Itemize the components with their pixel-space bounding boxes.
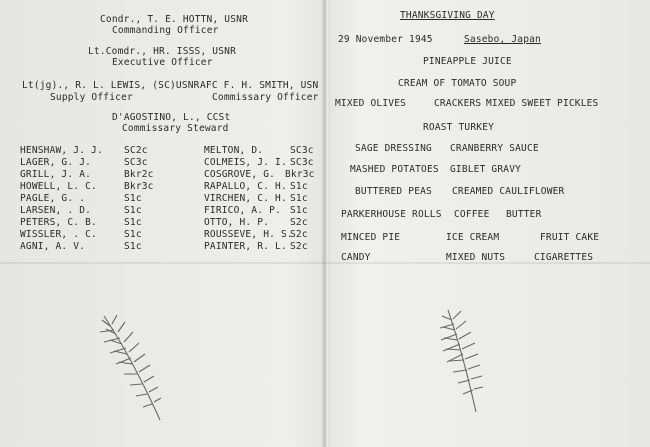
menu-date: 29 November 1945 [338,34,433,45]
crew-name: GRILL, J. A. [20,169,92,180]
crew-name: HENSHAW, J. J. [20,145,103,156]
menu-item-pie: MINCED PIE [341,232,401,243]
menu-item-butter: BUTTER [506,209,542,220]
menu-item-soup: CREAM OF TOMATO SOUP [398,78,517,89]
crew-rate: S1c [124,205,142,216]
menu-item-olives: MIXED OLIVES [335,98,407,109]
crew-name: HOWELL, L. C. [20,181,97,192]
crew-rate: S2c [290,241,308,252]
crew-name: COSGROVE, G. [204,169,276,180]
menu-item-candy: CANDY [341,252,371,263]
crew-name: PAINTER, R. L. [204,241,287,252]
crew-rate: S2c [290,217,308,228]
crew-rate: S1c [124,193,142,204]
crew-name: PAGLE, G. . [20,193,86,204]
supply-officer-title: Supply Officer [50,92,133,103]
menu-item-cauliflower: CREAMED CAULIFLOWER [452,186,565,197]
menu-title: THANKSGIVING DAY [400,10,495,21]
menu-item-crackers: CRACKERS [434,98,482,109]
crew-name: AGNI, A. V. [20,241,86,252]
commissary-steward-name: D'AGOSTINO, L., CCSt [112,112,231,123]
crew-rate: SC3c [290,157,314,168]
crew-rate: S1c [290,181,308,192]
commissary-steward-title: Commissary Steward [122,123,229,134]
menu-item-juice: PINEAPPLE JUICE [423,56,512,67]
menu-item-potatoes: MASHED POTATOES [350,164,439,175]
crew-rate: S1c [124,229,142,240]
executive-officer-title: Executive Officer [112,57,213,68]
crew-name: WISSLER, . C. [20,229,97,240]
crew-name: RAPALLO, C. H. [204,181,287,192]
crew-rate: S1c [290,205,308,216]
commanding-officer-title: Commanding Officer [112,25,219,36]
crew-name: MELTON, D. [204,145,264,156]
executive-officer-name: Lt.Comdr., HR. ISSS, USNR [88,46,236,57]
commanding-officer-name: Condr., T. E. HOTTN, USNR [100,14,248,25]
menu-place: Sasebo, Japan [464,34,541,45]
menu-item-cranberry: CRANBERRY SAUCE [450,143,539,154]
crew-rate: S1c [124,241,142,252]
crew-name: LARSEN, . D. [20,205,92,216]
crew-rate: Bkr3c [124,181,154,192]
crew-name: OTTO, H. P. [204,217,270,228]
crew-rate: SC3c [124,157,148,168]
menu-item-ice-cream: ICE CREAM [446,232,500,243]
crew-rate: S2c [290,229,308,240]
commissary-officer-name: AFC F. H. SMITH, USN [200,80,319,91]
menu-item-dressing: SAGE DRESSING [355,143,432,154]
crew-name: ROUSSEVE, H. S. [204,229,293,240]
crew-name: FIRICO, A. P. [204,205,281,216]
supply-officer-name: Lt(jg)., R. L. LEWIS, (SC)USNR [22,80,200,91]
center-fold [322,0,330,447]
menu-item-coffee: COFFEE [454,209,490,220]
menu-item-nuts: MIXED NUTS [446,252,506,263]
menu-item-rolls: PARKERHOUSE ROLLS [341,209,442,220]
menu-item-gravy: GIBLET GRAVY [450,164,522,175]
crew-rate: S1c [124,217,142,228]
crew-rate: SC2c [124,145,148,156]
crew-name: PETERS, C. B. [20,217,97,228]
menu-item-turkey: ROAST TURKEY [423,122,495,133]
crew-rate: Bkr3c [285,169,315,180]
wheat-stamp-left-icon [92,308,172,426]
crew-name: LAGER, G. J. [20,157,92,168]
menu-item-fruit-cake: FRUIT CAKE [540,232,600,243]
menu-item-peas: BUTTERED PEAS [355,186,432,197]
crew-rate: SC3c [290,145,314,156]
menu-item-cigarettes: CIGARETTES [534,252,594,263]
crew-name: VIRCHEN, C. H. [204,193,287,204]
crew-name: COLMEIS, J. I. [204,157,287,168]
crew-rate: S1c [290,193,308,204]
crew-rate: Bkr2c [124,169,154,180]
menu-item-pickles: MIXED SWEET PICKLES [486,98,599,109]
wheat-stamp-right-icon [418,304,498,416]
commissary-officer-title: Commissary Officer [212,92,319,103]
